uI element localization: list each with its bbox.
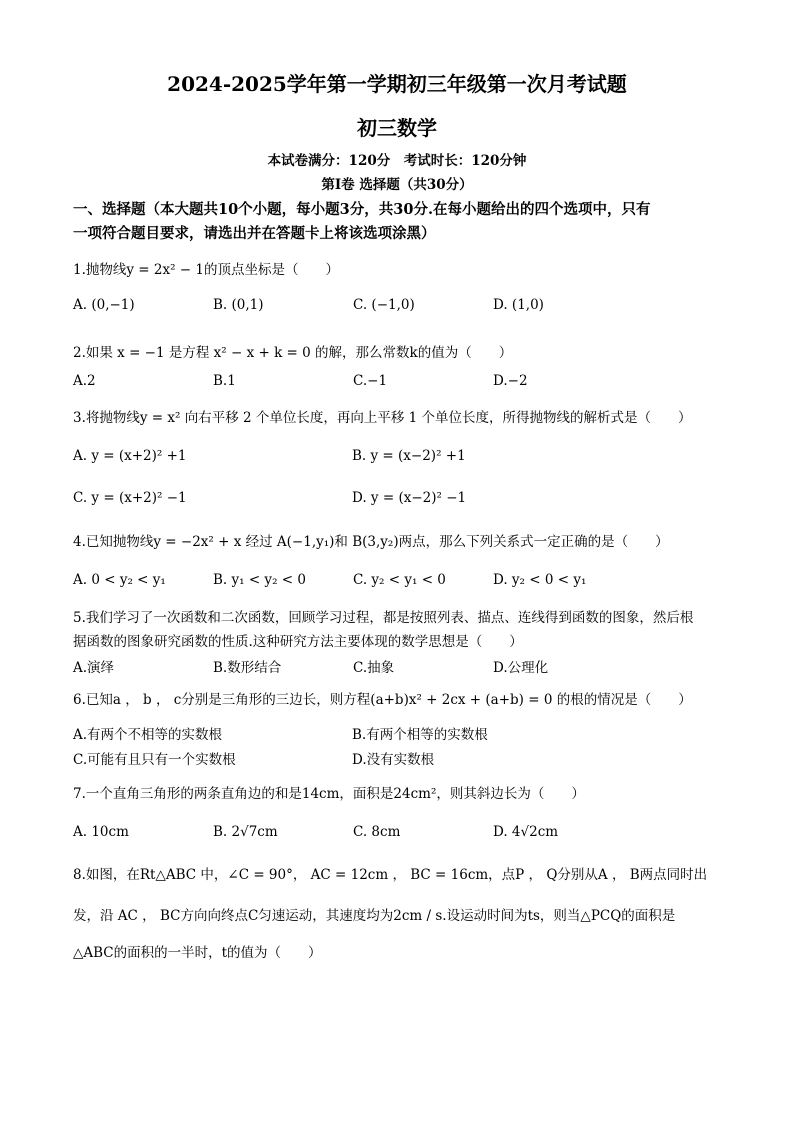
section-instructions-line2: 一项符合题目要求，请选出并在答题卡上将该选项涂黑）: [73, 225, 436, 242]
question-2-stem: 2.如果 x = −1 是方程 x² − x + k = 0 的解，那么常数k的值为（ ）: [73, 345, 513, 361]
question-8-stem-line1: 8.如图，在Rt△ABC 中，∠C = 90°， AC = 12cm ， BC = 16cm，点P ， Q分别从A ， B两点同时出: [73, 867, 708, 883]
section-instructions-line1: 一、选择题（本大题共10个小题，每小题3分，共30分.在每小题给出的四个选项中，只有: [73, 201, 651, 218]
question-5-option-c: C.抽象: [353, 660, 395, 676]
question-5-option-a: A.演绎: [73, 660, 115, 676]
question-8-stem-line2: 发，沿 AC ， BC方向向终点C匀速运动，其速度均为2cm / s.设运动时间为ts，则当△PCQ的面积是: [73, 908, 676, 924]
question-3-option-a: A. y = (x+2)² +1: [73, 448, 187, 464]
exam-title: 2024-2025学年第一学期初三年级第一次月考试题: [167, 72, 627, 96]
question-5-option-b: B.数形结合: [213, 660, 282, 676]
question-7-option-b: B. 2√7cm: [213, 824, 278, 840]
question-4-option-d: D. y₂ < 0 < y₁: [493, 572, 587, 588]
question-2-option-b: B.1: [213, 373, 236, 389]
exam-info: 本试卷满分：120分 考试时长：120分钟: [267, 153, 527, 169]
question-3-option-b: B. y = (x−2)² +1: [352, 448, 466, 464]
question-5-option-d: D.公理化: [493, 660, 549, 676]
question-1-option-c: C. (−1,0): [353, 297, 415, 313]
subject-title: 初三数学: [357, 116, 437, 140]
question-3-option-c: C. y = (x+2)² −1: [73, 490, 187, 506]
question-1-option-d: D. (1,0): [493, 297, 544, 313]
question-4-option-a: A. 0 < y₂ < y₁: [73, 572, 166, 588]
question-7-option-c: C. 8cm: [353, 824, 401, 840]
question-3-option-d: D. y = (x−2)² −1: [352, 490, 467, 506]
question-6-option-b: B.有两个相等的实数根: [352, 727, 488, 743]
question-1-stem: 1.抛物线y = 2x² − 1的顶点坐标是（ ）: [73, 262, 339, 278]
question-5-stem-line2: 据函数的图象研究函数的性质.这种研究方法主要体现的数学思想是（ ）: [73, 634, 523, 650]
question-8-stem-line3: △ABC的面积的一半时，t的值为（ ）: [73, 945, 322, 961]
question-6-option-c: C.可能有且只有一个实数根: [73, 752, 236, 768]
question-3-stem: 3.将抛物线y = x² 向右平移 2 个单位长度，再向上平移 1 个单位长度，所得抛物线的解析式是（ ）: [73, 410, 692, 426]
part-heading: 第Ⅰ卷 选择题（共30分）: [321, 177, 473, 193]
question-7-option-d: D. 4√2cm: [493, 824, 559, 840]
question-4-option-b: B. y₁ < y₂ < 0: [213, 572, 306, 588]
question-7-stem: 7.一个直角三角形的两条直角边的和是14cm，面积是24cm²，则其斜边长为（ ）: [73, 786, 585, 802]
question-2-option-d: D.−2: [493, 373, 528, 389]
question-2-option-c: C.−1: [353, 373, 388, 389]
question-4-stem: 4.已知抛物线y = −2x² + x 经过 A(−1,y₁)和 B(3,y₂)两点，那么下列关系式一定正确的是（ ）: [73, 534, 669, 550]
question-1-option-a: A. (0,−1): [73, 297, 135, 313]
question-2-option-a: A.2: [73, 373, 96, 389]
question-1-option-b: B. (0,1): [213, 297, 264, 313]
question-6-stem: 6.已知a ， b ， c分别是三角形的三边长，则方程(a+b)x² + 2cx + (a+b) = 0 的根的情况是（ ）: [73, 692, 692, 708]
question-7-option-a: A. 10cm: [73, 824, 129, 840]
question-5-stem-line1: 5.我们学习了一次函数和二次函数，回顾学习过程，都是按照列表、描点、连线得到函数的图象，然后根: [73, 610, 694, 626]
question-6-option-a: A.有两个不相等的实数根: [73, 727, 223, 743]
question-6-option-d: D.没有实数根: [352, 752, 435, 768]
question-4-option-c: C. y₂ < y₁ < 0: [353, 572, 446, 588]
